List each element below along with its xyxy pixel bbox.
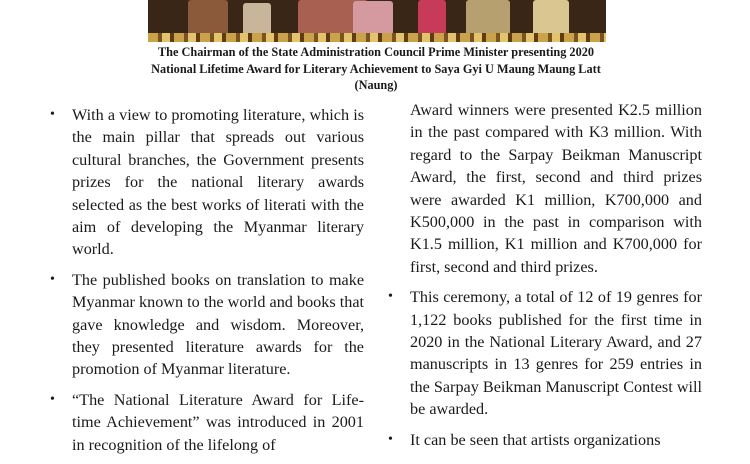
item-text: “The National Literature Award for Life-time Achievement” was introduced in 2001 in recognition of the lifelong of [72,390,364,454]
bullet-icon: • [388,289,393,305]
list-item [388,286,702,420]
bullet-icon: • [50,391,55,407]
item-text: The published books on translation to make Myanmar known to the world and books that gave knowledge and wisdom. Moreover, they presented literature awards for the promotion of Myanmar literature. [72,270,364,379]
bullet-icon: • [388,431,393,447]
list-item [50,104,364,261]
item-text: This ceremony, a total of 12 of 19 genres for 1,122 books published for the first time in 2020 in the National Literary Award, and 27 manuscripts in 13 genres for 259 entries in the Sarpay Beikman Manuscript Contest will be awarded. [410,288,702,419]
right-column [388,99,702,459]
ceremony-photo [148,0,606,42]
item-text: With a view to promoting literature, which is the main pillar that spreads out various cultural branches, the Government presents prizes for the national literary awards selected as the best works of literati with the aim of developing the Myanmar literary world. [72,106,364,259]
list-item [50,269,364,381]
list-item [388,429,702,451]
photo-caption: The Chairman of the State Administration Council Prime Minister presenting 2020 National Lifetime Award for Literary Achievement to Saya Gyi U Maung Maung Latt (Naung) [151,45,601,92]
left-column [50,104,364,464]
item-text: It can be seen that artists organizations [410,430,661,449]
bullet-icon: • [50,271,55,287]
list-item [50,389,364,456]
bullet-icon: • [50,107,55,122]
continuation-paragraph: Award winners were presented K2.5 million in the past compared with K3 million. With regard to the Sarpay Beikman Manuscript Award, the first, second and third prizes were awarded K1 million, K700,000 and K500,000 in the past in comparison with K1.5 million, K1 million and K700,000 for first, second and third prizes. [410,101,702,276]
